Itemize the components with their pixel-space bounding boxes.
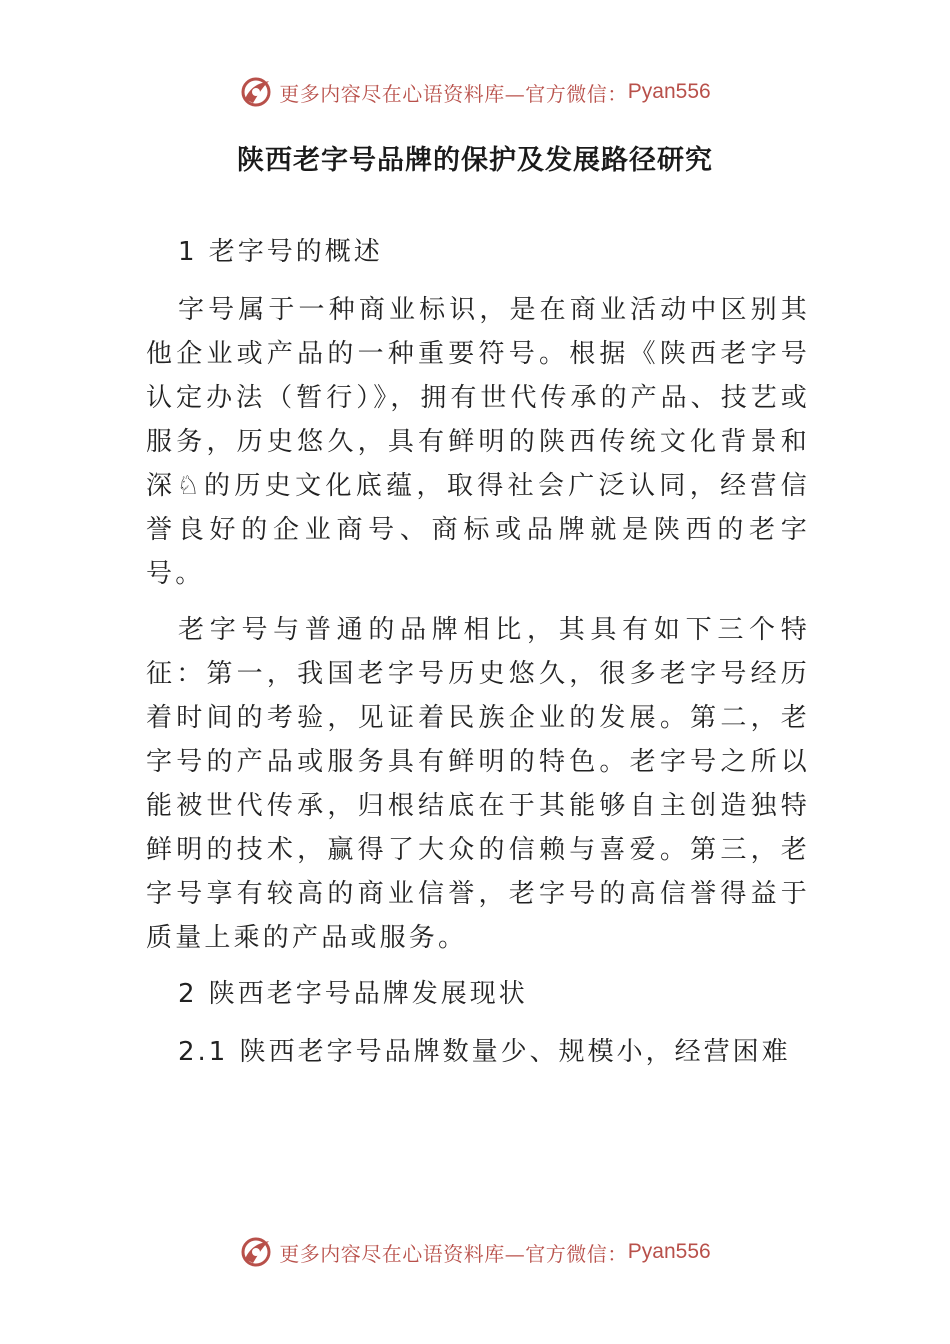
paragraph-definition: 字号属于一种商业标识，是在商业活动中区别其他企业或产品的一种重要符号。根据《陕西老字号认定办法（暂行）》，拥有世代传承的产品、技艺或服务，历史悠久，具有鲜明的陕西传统文化背景和深♘的历史文化底蕴，取得社会广泛认同，经营信誉良好的企业商号、商标或品牌就是陕西的老字号。 [146,295,810,589]
watermark-wechat-id: Pyan556 [627,80,711,103]
brush-swirl-logo-icon [239,75,273,109]
header-watermark [0,72,950,112]
brush-swirl-logo-icon [239,1235,273,1269]
watermark-text: 更多内容尽在心语资料库—官方微信： [279,81,628,106]
section-heading-2: 2 陕西老字号品牌发展现状 [178,979,528,1009]
subsection-heading-2-1: 2.1 陕西老字号品牌数量少、规模小，经营困难 [178,1037,791,1067]
document-body [146,230,810,1088]
footer-watermark [0,1232,950,1272]
watermark-text: 更多内容尽在心语资料库—官方微信： [279,1241,628,1266]
paragraph-characteristics: 老字号与普通的品牌相比，其具有如下三个特征：第一，我国老字号历史悠久，很多老字号经历着时间的考验，见证着民族企业的发展。第二，老字号的产品或服务具有鲜明的特色。老字号之所以能被世代传承，归根结底在于其能够自主创造独特鲜明的技术，赢得了大众的信赖与喜爱。第三，老字号享有较高的商业信誉，老字号的高信誉得益于质量上乘的产品或服务。 [146,615,810,953]
section-heading-1: 1 老字号的概述 [178,237,383,267]
watermark-wechat-id: Pyan556 [627,1240,711,1263]
document-title: 陕西老字号品牌的保护及发展路径研究 [237,145,713,176]
